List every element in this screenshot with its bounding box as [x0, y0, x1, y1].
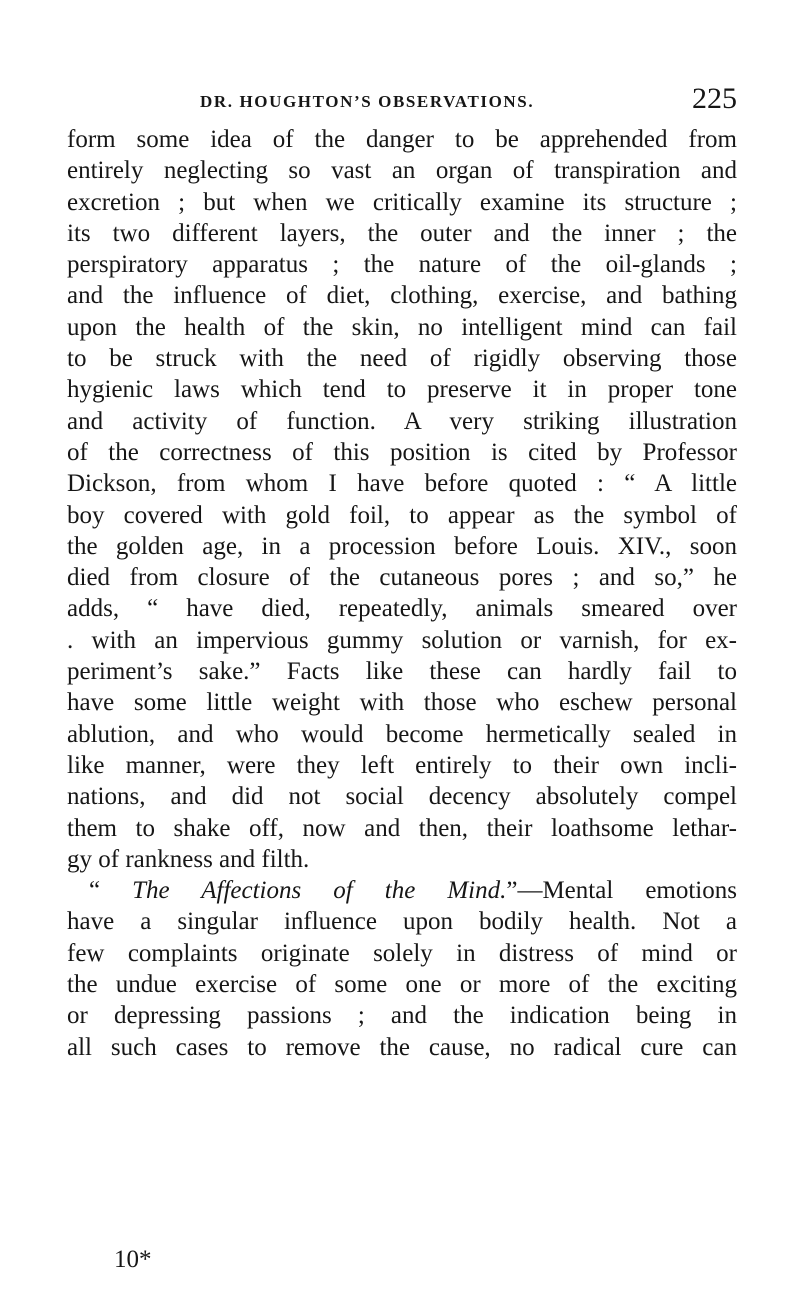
text-line: all such cases to remove the cause, no radical cure can	[67, 1033, 737, 1061]
body-text	[67, 124, 737, 1063]
text-line: like manner, were they left entirely to their own incli-	[67, 751, 737, 779]
running-head	[67, 84, 737, 120]
text-line: nations, and did not social decency absolutely compel	[67, 783, 737, 811]
text-line: died from closure of the cutaneous pores ; and so,” he	[67, 564, 737, 592]
heading-continuation: ”—Mental emotions	[506, 877, 737, 905]
text-line: gy of rankness and filth.	[67, 845, 310, 873]
text-line: ablution, and who would become hermetically sealed in	[67, 720, 737, 748]
text-line: the golden age, in a procession before Louis. XIV., soon	[67, 532, 737, 560]
text-line: of the correctness of this position is cited by Professor	[67, 438, 737, 466]
open-quote: “	[89, 877, 133, 905]
text-line: few complaints originate solely in distress of mind or	[67, 939, 737, 967]
text-line: its two different layers, the outer and the inner ; the	[67, 219, 737, 247]
paragraph-heading-line	[67, 875, 737, 906]
text-line: have some little weight with those who eschew personal	[67, 689, 737, 717]
text-line: form some idea of the danger to be apprehended from	[67, 126, 737, 153]
section-heading: The Affections of the Mind.	[132, 877, 507, 905]
text-line: upon the health of the skin, no intelligent mind can fail	[67, 313, 737, 341]
text-line: to be struck with the need of rigidly observing those	[67, 345, 737, 373]
signature-mark: 10*	[114, 1246, 152, 1273]
text-line: or depressing passions ; and the indication being in	[67, 1002, 737, 1030]
text-line: the undue exercise of some one or more of the exciting	[67, 971, 737, 999]
text-line: perspiratory apparatus ; the nature of the oil-glands ;	[67, 251, 737, 279]
text-line: and activity of function. A very striking illustration	[67, 407, 737, 435]
text-line: Dickson, from whom I have before quoted : “ A little	[67, 470, 737, 498]
text-line: entirely neglecting so vast an organ of transpiration and	[67, 157, 737, 185]
text-line: . with an impervious gummy solution or varnish, for ex-	[67, 626, 737, 654]
page-number: 225	[692, 82, 737, 115]
text-line: boy covered with gold foil, to appear as the symbol of	[67, 501, 737, 529]
running-title: DR. HOUGHTON’S OBSERVATIONS.	[200, 92, 535, 111]
text-line: them to shake off, now and then, their loathsome lethar-	[67, 814, 737, 842]
text-line: excretion ; but when we critically examine its structure ;	[67, 188, 737, 216]
text-line: hygienic laws which tend to preserve it in proper tone	[67, 376, 737, 404]
text-line: have a singular influence upon bodily health. Not a	[67, 908, 737, 936]
text-line: and the influence of diet, clothing, exercise, and bathing	[67, 282, 737, 310]
text-line: adds, “ have died, repeatedly, animals smeared over	[67, 595, 737, 623]
text-line: periment’s sake.” Facts like these can hardly fail to	[67, 658, 737, 686]
